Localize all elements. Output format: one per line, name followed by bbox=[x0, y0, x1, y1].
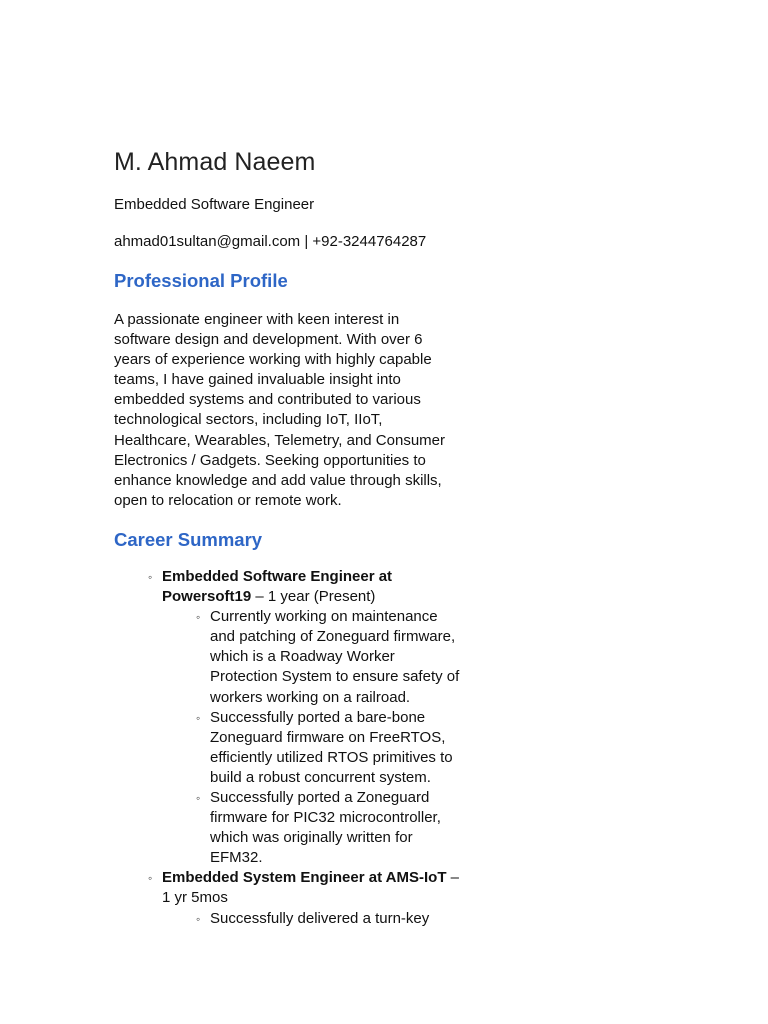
profile-text: A passionate engineer with keen interest in software design and development. With over 6 years of experience working with highly capable teams, I have gained invaluable insight into embedded systems and contributed to various technological sectors, including IoT, IIoT, Healthcare, Wearables, Telemetry, and Consumer Electronics / Gadgets. Seeking opportunities to enhance knowledge and add value through skills, open to relocation or remote work. bbox=[114, 311, 445, 509]
career-list bbox=[148, 567, 464, 929]
duty-text: Successfully delivered a turn-key bbox=[210, 909, 430, 927]
job-entry bbox=[148, 567, 464, 868]
duty-text: Currently working on maintenance and patching of Zoneguard firmware, which is a Roadway Worker Protection System to ensure safety of workers working on a railroad. bbox=[210, 608, 460, 706]
bullet-icon: ◦ bbox=[196, 790, 201, 805]
job-role: Embedded System Engineer at AMS-IoT bbox=[162, 869, 447, 887]
bullet-icon: ◦ bbox=[196, 710, 201, 725]
contact-info: ahmad01sultan@gmail.com | +92-3244764287 bbox=[114, 233, 427, 250]
job-duration: – 1 year (Present) bbox=[251, 588, 376, 606]
duty-item bbox=[196, 788, 464, 868]
duty-item bbox=[196, 708, 464, 788]
duty-text: Successfully ported a Zoneguard firmware for PIC32 microcontroller, which was originally written for EFM32. bbox=[210, 788, 441, 867]
candidate-name: M. Ahmad Naeem bbox=[114, 148, 316, 176]
job-role: Embedded Software Engineer at Powersoft19 bbox=[162, 567, 393, 606]
duty-item bbox=[196, 607, 464, 707]
job-duties-list bbox=[196, 909, 464, 929]
duty-item bbox=[196, 909, 464, 929]
resume-page bbox=[114, 146, 474, 929]
bullet-icon: ◦ bbox=[196, 610, 201, 625]
job-title: Embedded Software Engineer bbox=[114, 196, 315, 213]
job-entry bbox=[148, 868, 464, 928]
bullet-icon: ◦ bbox=[196, 911, 201, 926]
bullet-icon: ◦ bbox=[148, 569, 153, 584]
profile-heading: Professional Profile bbox=[114, 270, 288, 291]
job-duration: – 1 yr 5mos bbox=[162, 869, 460, 907]
bullet-icon: ◦ bbox=[148, 871, 153, 886]
duty-text: Successfully ported a bare-bone Zoneguard firmware on FreeRTOS, efficiently utilized RTOS primitives to build a robust concurrent system. bbox=[210, 708, 453, 786]
career-heading: Career Summary bbox=[114, 528, 263, 550]
job-duties-list bbox=[196, 607, 464, 868]
